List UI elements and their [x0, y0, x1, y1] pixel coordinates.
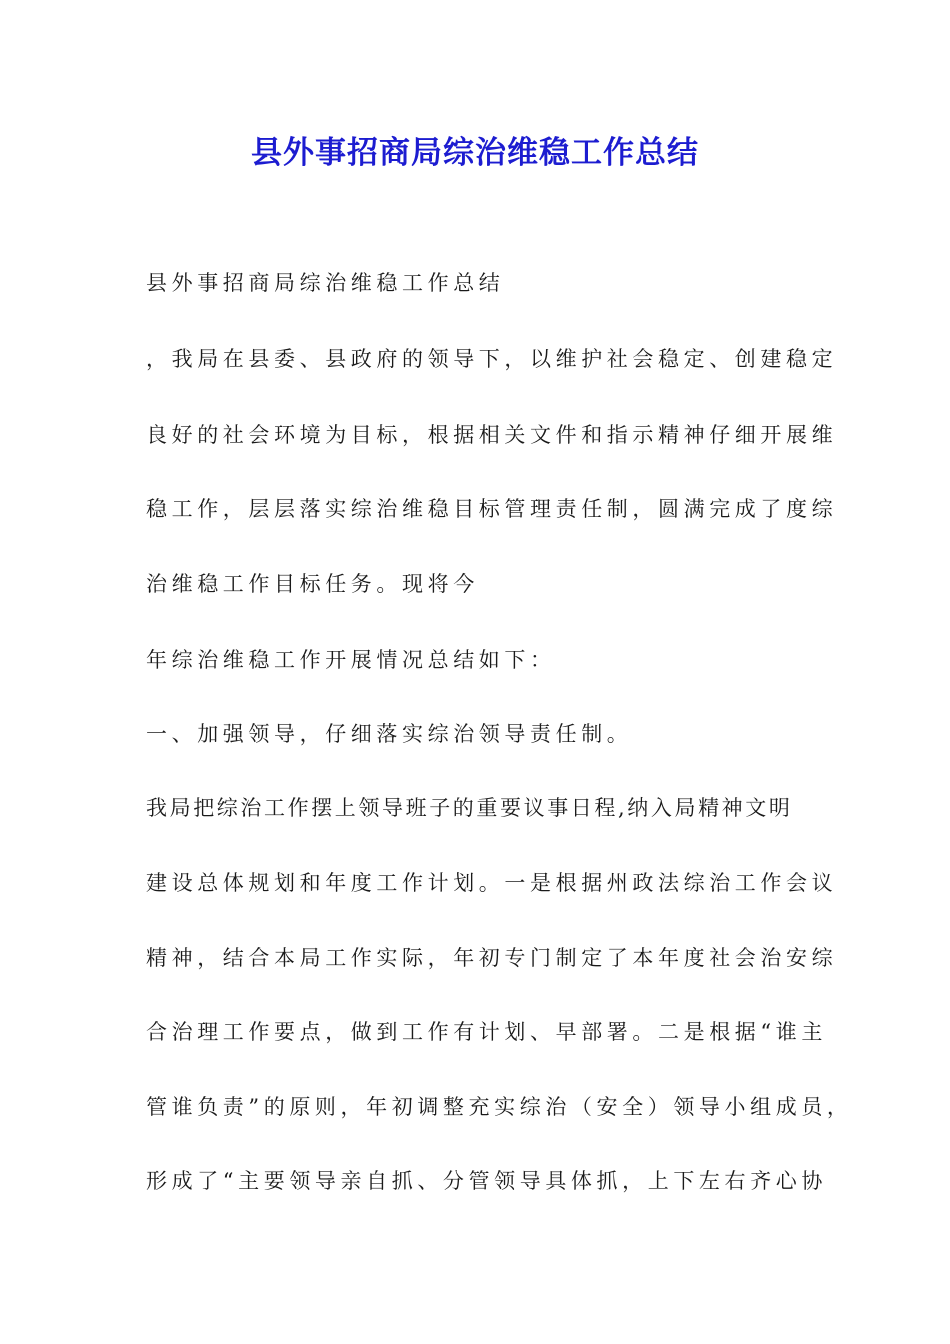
- body-line: 精神，结合本局工作实际，年初专门制定了本年度社会治安综: [146, 946, 838, 970]
- body-line: 形成了“主要领导亲自抓、分管领导具体抓，上下左右齐心协: [146, 1169, 827, 1193]
- body-line: 我局把综治工作摆上领导班子的重要议事日程,纳入局精神文明: [146, 796, 793, 820]
- body-line: 建设总体规划和年度工作计划。一是根据州政法综治工作会议: [146, 871, 838, 895]
- body-line: 县外事招商局综治维稳工作总结: [146, 271, 505, 295]
- document-title: 县外事招商局综治维稳工作总结: [251, 135, 699, 171]
- body-line: ，我局在县委、县政府的领导下，以维护社会稳定、创建稳定: [146, 347, 838, 371]
- body-line: 年综治维稳工作开展情况总结如下：: [146, 648, 556, 672]
- body-line: 稳工作，层层落实综治维稳目标管理责任制，圆满完成了度综: [146, 497, 838, 521]
- body-line: 管谁负责”的原则，年初调整充实综治（安全）领导小组成员，: [146, 1095, 853, 1119]
- body-line: 治维稳工作目标任务。现将今: [146, 572, 479, 596]
- body-line: 良好的社会环境为目标，根据相关文件和指示精神仔细开展维: [146, 423, 838, 447]
- section-heading: 一、加强领导，仔细落实综治领导责任制。: [146, 722, 633, 746]
- body-line: 合治理工作要点，做到工作有计划、早部署。二是根据“谁主: [146, 1020, 827, 1044]
